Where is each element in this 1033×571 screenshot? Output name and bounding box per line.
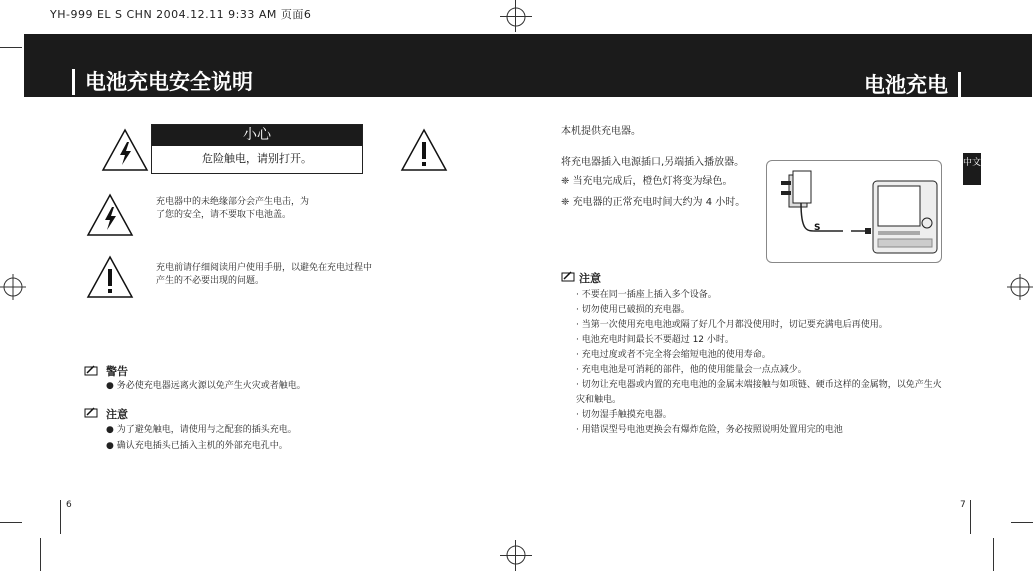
page-number-left: 6 [66, 500, 72, 510]
note-item: · 不要在同一插座上插入多个设备。 [576, 290, 717, 300]
lightning-warning-icon [101, 128, 149, 172]
crop-mark [40, 538, 41, 571]
charge-step-3-text: 充电器的正常充电时间大约为 4 小时。 [572, 197, 746, 208]
charger-illustration [766, 160, 942, 263]
right-note-list [576, 288, 946, 438]
pencil-note-icon [84, 406, 98, 418]
note-heading: 注意 [106, 408, 128, 421]
note-item: · 充电电池是可消耗的部件，他的使用能量会一点点减少。 [576, 365, 807, 375]
registration-mark-bottom [505, 544, 527, 566]
crop-mark [993, 538, 994, 571]
figure-label: S [814, 223, 821, 233]
page-number-right: 7 [960, 500, 966, 510]
note-item: · 切勿使用已破损的充电器。 [576, 305, 690, 315]
page-title-left: 电池充电安全说明 [72, 69, 253, 95]
note-item: 确认充电插头已插入主机的外部充电孔中。 [116, 441, 288, 451]
warning-text-1: 充电器中的未绝缘部分会产生电击，为了您的安全，请不要取下电池盖。 [156, 197, 310, 220]
warning-item: 务必使充电器远离火源以免产生火灾或者触电。 [116, 381, 306, 391]
crop-mark [1011, 522, 1033, 523]
warning-heading: 警告 [106, 365, 128, 378]
warning-bullet: ● 务必使充电器远离火源以免产生火灾或者触电。 [106, 381, 306, 391]
charge-step-1: 将充电器插入电源插口,另端插入播放器。 [561, 157, 745, 168]
exclamation-warning-icon [400, 128, 448, 172]
charger-intro: 本机提供充电器。 [561, 126, 641, 137]
right-note-heading: 注意 [579, 272, 601, 285]
charge-step-2-text: 当充电完成后，橙色灯将变为绿色。 [572, 176, 733, 187]
page-title-right: 电池充电 [864, 72, 961, 98]
note-item: · 切勿让充电器或内置的充电电池的金属末端接触与如项链、硬币这样的金属物，以免产生火灾和触电。 [576, 380, 942, 405]
lightning-warning-icon [86, 193, 134, 237]
note-bullet: ● 为了避免触电，请使用与之配套的插头充电。 [106, 425, 297, 435]
caution-text: 危险触电，请别打开。 [202, 152, 312, 165]
pencil-note-icon [561, 270, 575, 282]
crop-mark [0, 522, 22, 523]
registration-mark-top [505, 6, 527, 28]
print-slug: YH-999 EL S CHN 2004.12.11 9:33 AM 页面6 [50, 8, 312, 21]
page-rule-left [60, 500, 61, 534]
registration-mark-right [1007, 274, 1033, 300]
page-rule-right [970, 500, 971, 534]
pencil-note-icon [84, 364, 98, 376]
note-item: · 电池充电时间最长不要超过 12 小时。 [576, 335, 734, 345]
note-item: · 充电过度或者不完全将会缩短电池的使用寿命。 [576, 350, 771, 360]
note-bullet: ● 确认充电插头已插入主机的外部充电孔中。 [106, 441, 288, 451]
caution-box [151, 124, 363, 174]
note-item: 为了避免触电，请使用与之配套的插头充电。 [116, 425, 297, 435]
registration-mark-left [0, 274, 26, 300]
caution-heading: 小心 [152, 125, 362, 146]
crop-mark [0, 47, 22, 48]
charge-step-2: ❈ 当充电完成后，橙色灯将变为绿色。 [561, 176, 733, 187]
language-tab: 中文 [963, 153, 981, 185]
charge-step-3: ❈ 充电器的正常充电时间大约为 4 小时。 [561, 197, 746, 208]
charger-player-figure [767, 161, 941, 262]
note-item: · 切勿湿手触摸充电器。 [576, 410, 672, 420]
exclamation-warning-icon [86, 255, 134, 299]
warning-text-2: 充电前请仔细阅读用户使用手册，以避免在充电过程中产生的不必要出现的问题。 [156, 263, 373, 286]
note-item: · 当第一次使用充电电池或隔了好几个月都没使用时，切记要充满电后再使用。 [576, 320, 888, 330]
note-item: · 用错误型号电池更换会有爆炸危险，务必按照说明处置用完的电池 [576, 425, 843, 435]
